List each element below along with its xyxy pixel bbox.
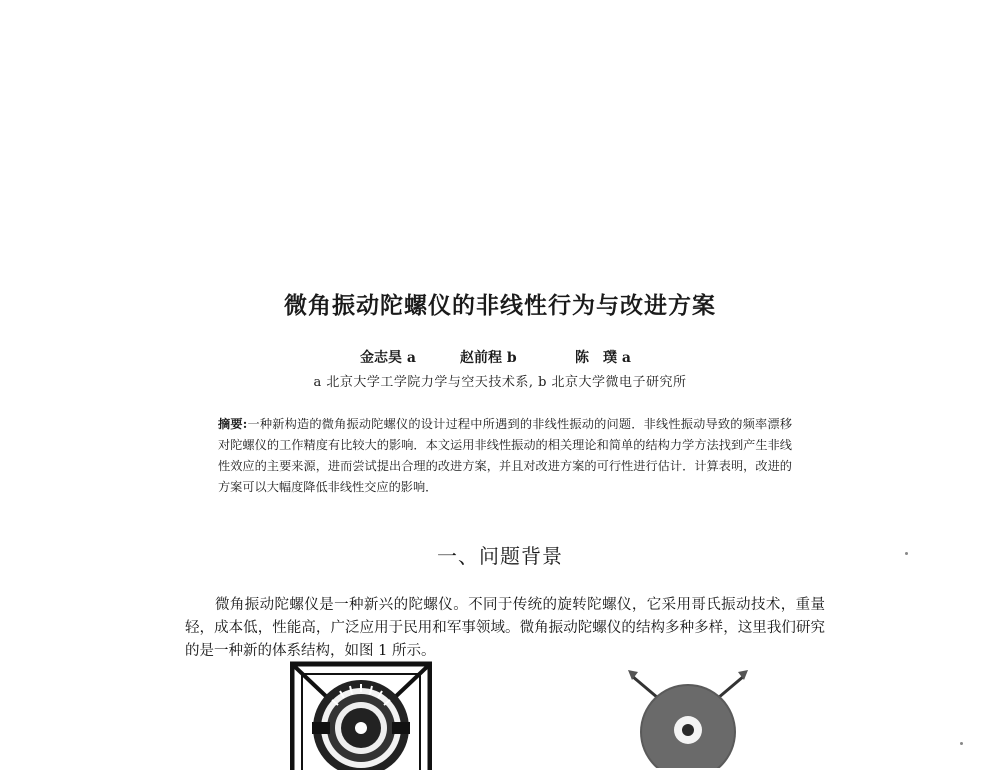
paper-title: 微角振动陀螺仪的非线性行为与改进方案 — [284, 293, 716, 319]
author-1: 金志昊 a — [360, 350, 416, 366]
disc-electrode-figure — [618, 668, 758, 768]
scan-speck — [905, 552, 908, 555]
abstract-label: 摘要: — [218, 417, 248, 431]
scan-speck — [960, 742, 963, 745]
affiliation: a 北京大学工学院力学与空天技术系, b 北京大学微电子研究所 — [313, 375, 687, 390]
abstract-text: 一种新构造的微角振动陀螺仪的设计过程中所遇到的非线性振动的问题．非线性振动导致的频率漂移对陀螺仪的工作精度有比较大的影响．本文运用非线性振动的相关理论和简单的结构力学方法找到产生非线性效应的主要来源，进而尝试提出合理的改进方案，并且对改进方案的可行性进行估计．计算表明，改进的方案可以大幅度降低非线性交应的影响． — [218, 417, 793, 494]
abstract — [218, 414, 792, 498]
author-3: 陈 璞 a — [575, 350, 631, 366]
author-2: 赵前程 b — [460, 350, 517, 366]
section-paragraph: 微角振动陀螺仪是一种新兴的陀螺仪。不同于传统的旋转陀螺仪，它采用哥氏振动技术，重量轻，成本低，性能高，广泛应用于民用和军事领域。微角振动陀螺仪的结构多种多样，这里我们研究的是一种新的体系结构，如图 1 所示。 — [185, 597, 825, 659]
section-heading: 一、问题背景 — [437, 544, 563, 568]
gyroscope-structure-figure — [290, 660, 432, 770]
